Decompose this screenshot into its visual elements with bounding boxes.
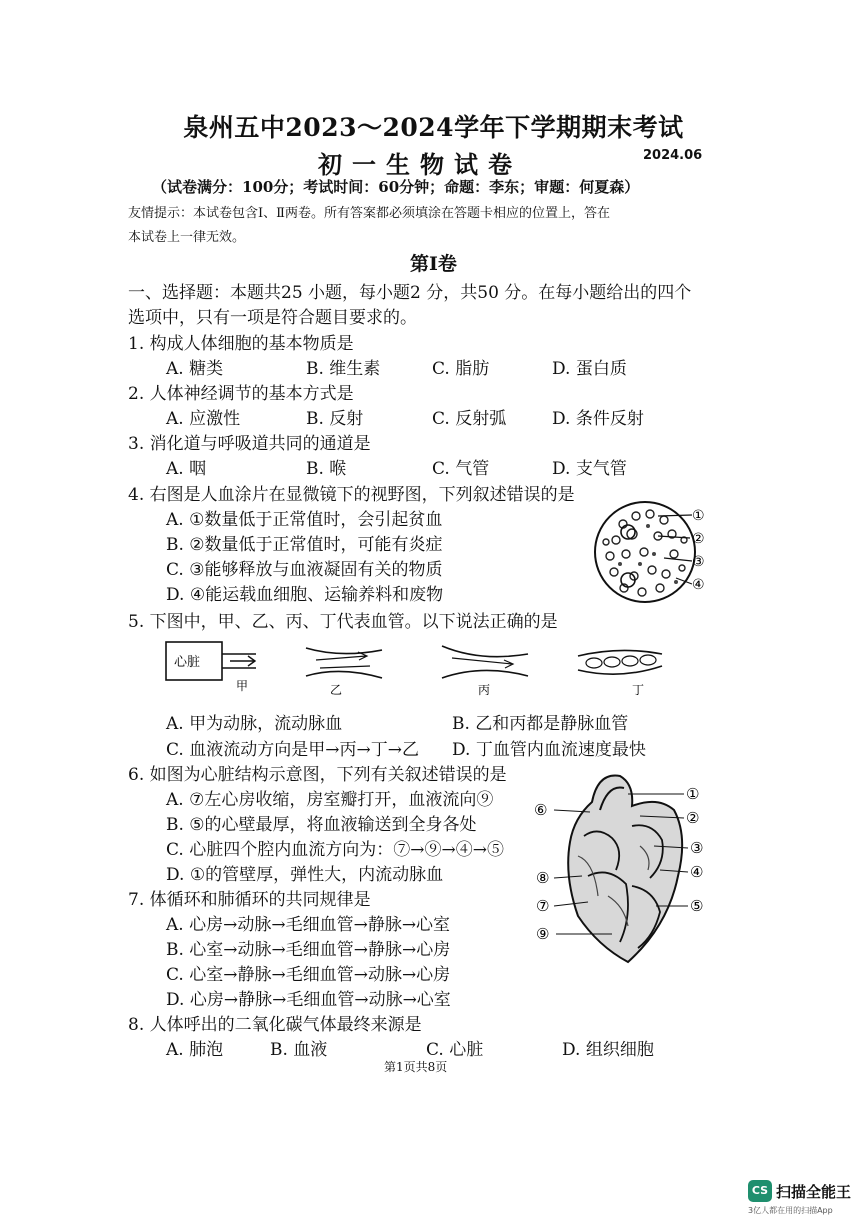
exam-date: 2024.06 bbox=[643, 148, 703, 163]
q5-option-b: B. 乙和丙都是静脉血管 bbox=[452, 714, 629, 734]
q8-option-b: B. 血液 bbox=[270, 1040, 328, 1060]
scanner-tagline: 3亿人都在用的扫描App bbox=[748, 1206, 833, 1215]
q7-stem: 7. 体循环和肺循环的共同规律是 bbox=[128, 890, 371, 910]
q2-stem: 2. 人体神经调节的基本方式是 bbox=[128, 384, 354, 404]
scanner-watermark bbox=[748, 1180, 852, 1215]
q4-option-d: D. ④能运载血细胞、运输养料和废物 bbox=[166, 585, 444, 605]
q5-stem: 5. 下图中，甲、乙、丙、丁代表血管。以下说法正确的是 bbox=[128, 612, 558, 632]
q7-option-d: D. 心房→静脉→毛细血管→动脉→心室 bbox=[166, 990, 451, 1010]
heart-label-9: ⑨ bbox=[536, 925, 550, 943]
q4-stem: 4. 右图是人血涂片在显微镜下的视野图，下列叙述错误的是 bbox=[128, 485, 575, 505]
q2-option-b: B. 反射 bbox=[306, 409, 364, 429]
q6-option-c: C. 心脏四个腔内血流方向为：⑦→⑨→④→⑤ bbox=[166, 840, 504, 860]
volume-heading: 第Ⅰ卷 bbox=[410, 253, 457, 275]
vessel-label-bing: 丙 bbox=[478, 683, 491, 697]
smear-label-1: ① bbox=[692, 508, 705, 524]
exam-info: （试卷满分：100分；考试时间：60分钟；命题：李东；审题：何夏森） bbox=[152, 178, 640, 196]
heart-label-8: ⑧ bbox=[536, 869, 550, 887]
friendly-tip-line2: 本试卷上一律无效。 bbox=[128, 230, 246, 245]
q5-option-a: A. 甲为动脉，流动脉血 bbox=[166, 714, 343, 734]
heart-label-3: ③ bbox=[690, 839, 704, 857]
heart-label-4: ④ bbox=[690, 863, 704, 881]
q4-option-c: C. ③能够释放与血液凝固有关的物质 bbox=[166, 560, 443, 580]
q1-option-c: C. 脂肪 bbox=[432, 359, 490, 379]
smear-label-3: ③ bbox=[692, 554, 705, 570]
heart-label-7: ⑦ bbox=[536, 897, 550, 915]
q7-option-b: B. 心室→动脉→毛细血管→静脉→心房 bbox=[166, 940, 451, 960]
q3-option-d: D. 支气管 bbox=[552, 459, 627, 479]
q7-option-a: A. 心房→动脉→毛细血管→静脉→心室 bbox=[166, 915, 451, 935]
q8-option-a: A. 肺泡 bbox=[166, 1040, 224, 1060]
q3-stem: 3. 消化道与呼吸道共同的通道是 bbox=[128, 434, 371, 454]
q2-option-c: C. 反射弧 bbox=[432, 409, 507, 429]
q8-stem: 8. 人体呼出的二氧化碳气体最终来源是 bbox=[128, 1015, 422, 1035]
q2-option-d: D. 条件反射 bbox=[552, 409, 644, 429]
vessel-label-ding: 丁 bbox=[632, 683, 645, 697]
q7-option-c: C. 心室→静脉→毛细血管→动脉→心房 bbox=[166, 965, 451, 985]
q6-option-d: D. ①的管壁厚，弹性大，内流动脉血 bbox=[166, 865, 444, 885]
scanner-app-name: 扫描全能王 bbox=[776, 1183, 852, 1201]
q1-option-a: A. 糖类 bbox=[166, 359, 224, 379]
q6-stem: 6. 如图为心脏结构示意图，下列有关叙述错误的是 bbox=[128, 765, 507, 785]
q5-option-c: C. 血液流动方向是甲→丙→丁→乙 bbox=[166, 740, 419, 760]
smear-label-4: ④ bbox=[692, 577, 705, 593]
section-instructions-line1: 一、选择题：本题共25 小题，每小题2 分，共50 分。在每小题给出的四个 bbox=[128, 283, 692, 303]
scanner-logo-icon: CS bbox=[748, 1180, 772, 1202]
q8-option-d: D. 组织细胞 bbox=[562, 1040, 654, 1060]
q4-option-b: B. ②数量低于正常值时，可能有炎症 bbox=[166, 535, 443, 555]
q1-stem: 1. 构成人体细胞的基本物质是 bbox=[128, 334, 354, 354]
smear-label-2: ② bbox=[692, 531, 705, 547]
vessel-label-jia: 甲 bbox=[236, 679, 249, 693]
blood-vessels-figure bbox=[160, 636, 680, 698]
vessel-label-yi: 乙 bbox=[330, 683, 343, 697]
friendly-tip-line1: 友情提示：本试卷包含Ⅰ、Ⅱ两卷。所有答案都必须填涂在答题卡相应的位置上，答在 bbox=[128, 206, 610, 221]
blood-smear-figure bbox=[588, 494, 716, 612]
q2-option-a: A. 应激性 bbox=[166, 409, 241, 429]
q6-option-b: B. ⑤的心壁最厚，将血液输送到全身各处 bbox=[166, 815, 477, 835]
q8-option-c: C. 心脏 bbox=[426, 1040, 484, 1060]
q3-option-b: B. 喉 bbox=[306, 459, 347, 479]
q5-option-d: D. 丁血管内血流速度最快 bbox=[452, 740, 646, 760]
q1-option-b: B. 维生素 bbox=[306, 359, 381, 379]
section-instructions-line2: 选项中，只有一项是符合题目要求的。 bbox=[128, 308, 417, 328]
heart-label-5: ⑤ bbox=[690, 897, 704, 915]
heart-structure-figure bbox=[528, 766, 718, 970]
exam-subtitle: 初一生物试卷 bbox=[318, 150, 522, 179]
q3-option-a: A. 咽 bbox=[166, 459, 207, 479]
heart-label-6: ⑥ bbox=[534, 801, 548, 819]
q1-option-d: D. 蛋白质 bbox=[552, 359, 627, 379]
heart-label-1: ① bbox=[686, 785, 700, 803]
heart-label: 心脏 bbox=[174, 655, 201, 670]
page-footer: 第1页共8页 bbox=[384, 1060, 448, 1074]
exam-title: 泉州五中2023～2024学年下学期期末考试 bbox=[183, 113, 684, 142]
heart-label-2: ② bbox=[686, 809, 700, 827]
q3-option-c: C. 气管 bbox=[432, 459, 490, 479]
q4-option-a: A. ①数量低于正常值时，会引起贫血 bbox=[166, 510, 443, 530]
q6-option-a: A. ⑦左心房收缩，房室瓣打开，血液流向⑨ bbox=[166, 790, 494, 810]
